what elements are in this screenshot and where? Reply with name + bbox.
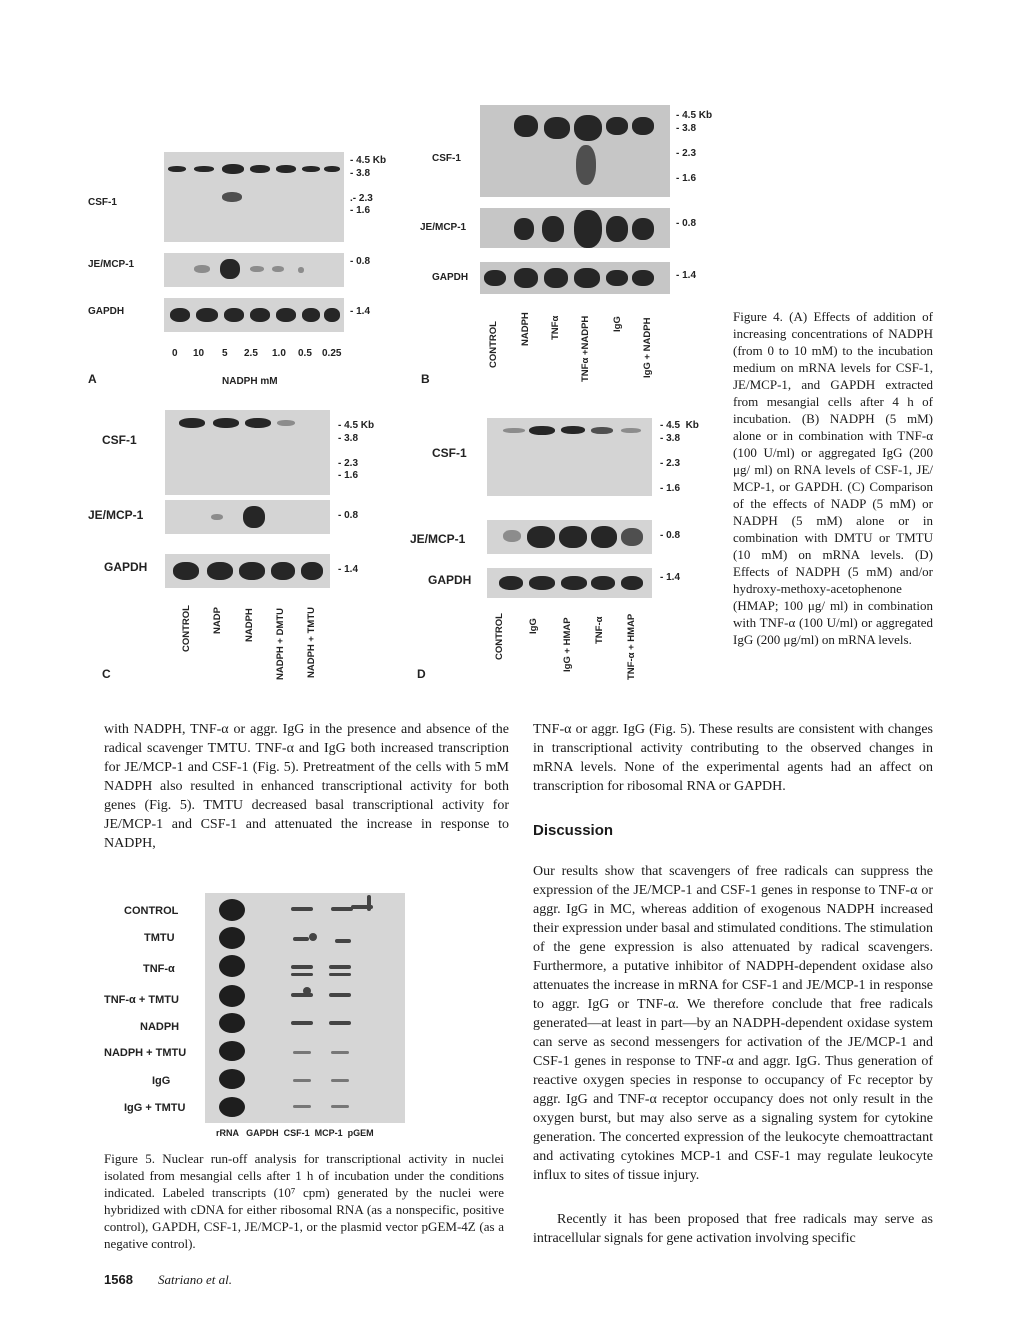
gapdh-blot <box>480 262 670 294</box>
lane-label: IgG + HMAP <box>562 617 573 672</box>
gapdh-blot <box>165 554 330 588</box>
row-label-jemcp1: JE/MCP-1 <box>420 222 467 233</box>
row-label: IgG + TMTU <box>124 1102 186 1114</box>
row-label: NADPH + TMTU <box>104 1047 187 1059</box>
lane-label: TNF-α <box>594 616 605 644</box>
row-label: NADPH <box>140 1021 180 1033</box>
lane-label: CONTROL <box>488 321 499 368</box>
row-label-csf1: CSF-1 <box>102 433 137 447</box>
row-label-csf1: CSF-1 <box>432 446 467 460</box>
column-labels: rRNA GAPDH CSF-1 MCP-1 pGEM <box>216 1128 374 1138</box>
csf1-blot <box>480 105 670 197</box>
gapdh-blot <box>164 298 344 332</box>
row-label: TNF-α + TMTU <box>104 994 179 1006</box>
lane-label: NADPH <box>520 312 531 346</box>
section-heading: Discussion <box>533 822 614 839</box>
lane-label: IgG <box>612 316 623 332</box>
row-label: CONTROL <box>124 905 179 917</box>
lane-label: 0.5 <box>298 348 312 359</box>
gapdh-size-marker: - 1.4 <box>338 564 359 575</box>
jemcp1-blot <box>487 520 652 554</box>
page-number: 1568 <box>104 1272 133 1287</box>
row-label-gapdh: GAPDH <box>428 573 472 587</box>
csf1-size-markers: - 4.5 Kb - 3.8 .- 2.3 - 1.6 <box>350 155 387 216</box>
lane-label: IgG + NADPH <box>642 317 653 378</box>
row-label-jemcp1: JE/MCP-1 <box>88 508 144 522</box>
row-label-csf1: CSF-1 <box>432 153 461 164</box>
csf1-blot <box>164 152 344 242</box>
lane-label: TNFα +NADPH <box>580 315 591 382</box>
csf1-size-markers: - 4.5 Kb - 3.8 - 2.3 - 1.6 <box>676 110 713 184</box>
jemcp1-size-marker: - 0.8 <box>660 530 681 541</box>
jemcp1-size-marker: - 0.8 <box>338 510 359 521</box>
panel-letter: C <box>102 667 111 681</box>
runoff-blot <box>205 893 405 1123</box>
row-label: TMTU <box>144 932 175 944</box>
gapdh-size-marker: - 1.4 <box>660 572 681 583</box>
lane-label: 0.25 <box>322 348 342 359</box>
gapdh-blot <box>487 568 652 598</box>
gapdh-size-marker: - 1.4 <box>676 270 697 281</box>
csf1-size-markers: - 4.5 Kb - 3.8 - 2.3 - 1.6 <box>338 420 375 481</box>
lane-label: 2.5 <box>244 348 258 359</box>
lane-label: 10 <box>193 348 205 359</box>
row-label-jemcp1: JE/MCP-1 <box>88 259 135 270</box>
row-label-gapdh: GAPDH <box>88 306 125 317</box>
jemcp1-blot <box>165 500 330 534</box>
row-label: IgG <box>152 1075 171 1087</box>
csf1-blot <box>487 418 652 496</box>
running-authors: Satriano et al. <box>158 1272 233 1287</box>
csf1-size-markers: - 4.5 Kb - 3.8 - 2.3 - 1.6 <box>660 420 699 494</box>
jemcp1-size-marker: - 0.8 <box>676 218 697 229</box>
body-text-left: with NADPH, TNF-α or aggr. IgG in the presence and absence of the radical scavenger TMTU. TNF-α and IgG both increased transcription for JE/MCP-1 and CSF-1 (Fig. 5). Pretreatment of the cells with 5 mM NADPH also resulted in enhanced transcriptional activity for both genes (Fig. 5). TMTU decreased basal transcriptional activity for JE/MCP-1 and CSF-1 and attenuated the increase in response to NADPH, <box>104 722 509 851</box>
lane-label: CONTROL <box>181 605 192 652</box>
discussion-paragraph: Recently it has been proposed that free radicals may serve as intracellular signals for gene activation involving specific <box>533 1212 933 1246</box>
lane-label: TNF-α + HMAP <box>626 613 637 680</box>
gapdh-size-marker: - 1.4 <box>350 306 371 317</box>
panel-letter: A <box>88 372 97 386</box>
lane-label: IgG <box>528 618 539 634</box>
panel-letter: D <box>417 667 426 681</box>
body-text-right: TNF-α or aggr. IgG (Fig. 5). These results are consistent with changes in transcriptional activity contributing to the observed changes in mRNA levels. None of the experimental agents had an affect on transcription for ribosomal RNA or GAPDH. <box>533 722 933 794</box>
lane-label: 0 <box>172 348 178 359</box>
lane-label: CONTROL <box>494 613 505 660</box>
row-label-jemcp1: JE/MCP-1 <box>410 532 466 546</box>
discussion-paragraph: Our results show that scavengers of free radicals can suppress the expression of the JE/MCP-1 and CSF-1 genes in response to TNF-α or aggr. IgG in MC, whereas addition of exogenous NADPH increased their expression under basal and stimulated conditions. The stimulation of the gene expression is also attenuated by radical scavengers. Furthermore, a putative inhibitor of NADPH-dependent oxidase also attenuates the increase in mRNA for CSF-1 and JE/MCP-1 in response to aggr. IgG or TNF-α. We therefore conclude that free radicals generated—at least in part—by an NADPH-dependent oxidase system can serve as second messengers for activation of the JE/MCP-1 and CSF-1 genes in response to TNF-α and aggr. IgG. Thus generation of reactive oxygen species in response to occupancy of Fc receptor by aggr. IgG and TNF-α receptor occupancy does not only result in the oxygen burst, but may also serve as a signaling system for cytokine generation. The concerted expression of the leukocyte chemoattractant and activating cytokines MCP-1 and CSF-1 may regulate leukocyte influx to sites of tissue injury. <box>533 864 933 1183</box>
jemcp1-blot <box>164 253 344 287</box>
lane-label: NADPH + DMTU <box>275 607 286 680</box>
figure5-caption: Figure 5. Nuclear run-off analysis for transcriptional activity in nuclei isolated from mesangial cells after 1 h of incubation under the conditions indicated. Labeled transcripts (10⁷ cpm) generated by the nuclei were hybridized with cDNA for either ribosomal RNA (as a nonspecific, positive control), GAPDH, CSF-1, JE/MCP-1, or the plasmid vector pGEM-4Z (as a negative control). <box>104 1151 504 1251</box>
lane-label: NADPH <box>244 608 255 642</box>
jemcp1-blot <box>480 208 670 248</box>
lane-label: 1.0 <box>272 348 286 359</box>
lane-label: TNFα <box>550 315 561 340</box>
lane-label: NADP <box>212 607 223 634</box>
lane-label: 5 <box>222 348 228 359</box>
lane-label: NADPH + TMTU <box>306 607 317 678</box>
row-label-gapdh: GAPDH <box>104 560 148 574</box>
csf1-blot <box>165 410 330 495</box>
jemcp1-size-marker: - 0.8 <box>350 256 371 267</box>
row-label-csf1: CSF-1 <box>88 197 117 208</box>
row-label-gapdh: GAPDH <box>432 272 469 283</box>
figure4-caption: Figure 4. (A) Effects of addition of increasing concentrations of NADPH (from 0 to 10 mM) to the incubation medium on mRNA levels for CSF-1, JE/MCP-1, and GAPDH extracted from mesangial cells after 4 h of incubation. (B) NADPH (5 mM) alone or in combination with TNF-α (100 U/ml) or aggregated IgG (200 μg/ ml) on RNA levels of CSF-1, JE/ MCP-1, or GAPDH. (C) Comparison of the effects of NADP (5 mM) or NADPH (5 mM) alone or in combination with DMTU or TMTU (10 mM) on mRNA levels. (D) Effects of NADPH (5 mM) and/or hydroxy-methoxy-acetophenone (HMAP; 100 μg/ ml) in combination with TNF-α (100 U/ml) or aggregated IgG (200 μg/ml) on mRNA levels. <box>733 309 933 647</box>
axis-label: NADPH mM <box>222 376 278 387</box>
row-label: TNF-α <box>143 963 175 975</box>
panel-letter: B <box>421 372 430 386</box>
